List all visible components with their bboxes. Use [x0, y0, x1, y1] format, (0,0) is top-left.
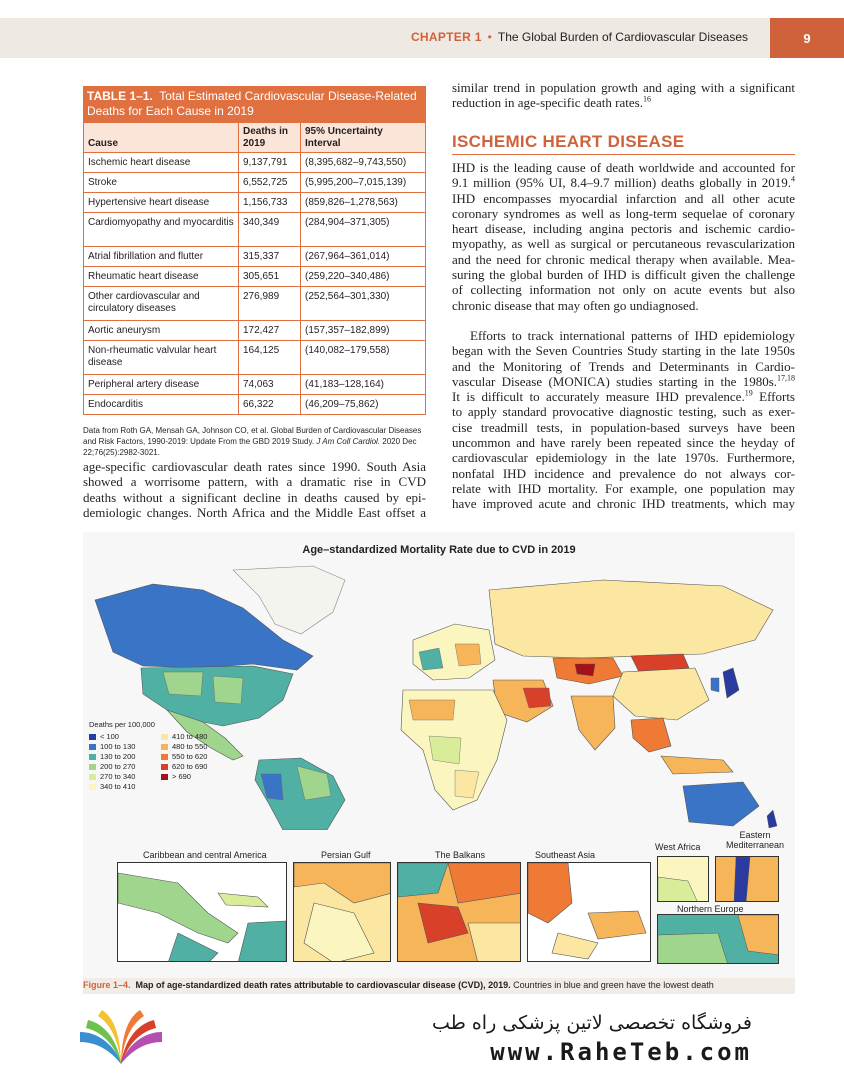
- inset-southeast-asia: [527, 862, 651, 962]
- col-header-deaths: Deaths in 2019: [239, 123, 301, 153]
- col-header-cause: Cause: [84, 123, 239, 153]
- text-line: of collecting information not only on acute events but also: [452, 282, 795, 298]
- deaths-table: [83, 122, 426, 415]
- legend-swatch: [89, 754, 96, 760]
- text-line: have improved acute and chronic IHD treatments, which may: [452, 496, 795, 512]
- cell-cause: Non-rheumatic valvular heart disease: [84, 341, 239, 375]
- legend-swatch: [89, 734, 96, 740]
- table-caption: Total Estimated Cardiovascular Disease-Related Deaths for Each Cause in 2019: [87, 89, 417, 118]
- col-header-interval: 95% Uncertainty Interval: [301, 123, 426, 153]
- section-heading: ISCHEMIC HEART DISEASE: [452, 132, 685, 151]
- cell-cause: Peripheral artery disease: [84, 375, 239, 395]
- text-line: IHD encompasses myocardial infarction and all other acute: [452, 190, 795, 206]
- cell-interval: (46,209–75,862): [301, 395, 426, 415]
- legend-item: [89, 782, 159, 791]
- text-line: began with the Seven Countries Study starting in the late 1950s: [452, 343, 795, 359]
- text-line: coronary syndromes as well as long-term sequelae of coronary: [452, 205, 795, 221]
- table-title: [83, 86, 426, 122]
- text-line: showed a worrisome pattern, with a dramatic rise in CVD: [83, 474, 426, 490]
- table-row: [84, 247, 426, 267]
- table-row: [84, 321, 426, 341]
- inset-northern-europe: [657, 914, 779, 964]
- text-line: chronic disease that may often go undiagnosed.: [452, 297, 699, 313]
- legend-item: [89, 772, 159, 781]
- legend-item: [89, 742, 159, 751]
- inset-caribbean: [117, 862, 287, 962]
- text-line: Efforts to track international patterns of IHD epidemiology: [470, 328, 795, 343]
- line-text: vascular Disease (MONICA) studies starting in the 1980s.: [452, 373, 777, 389]
- cell-deaths: 164,125: [239, 341, 301, 375]
- cell-deaths: 6,552,725: [239, 173, 301, 193]
- inset-label-southeast-asia: Southeast Asia: [535, 850, 596, 860]
- legend-swatch: [89, 744, 96, 750]
- legend-swatch: [161, 734, 168, 740]
- legend-label: 340 to 410: [100, 782, 136, 791]
- legend-swatch: [89, 784, 96, 790]
- text-line: IHD is the leading cause of death worldwide and accounted for: [452, 160, 795, 175]
- figure-1-4: [83, 532, 795, 994]
- cell-interval: (259,220–340,486): [301, 267, 426, 287]
- text-line: suring the global burden of IHD is difficult given the challenge: [452, 267, 795, 283]
- cell-deaths: 276,989: [239, 287, 301, 321]
- text-line: to apply standard provocative diagnostic testing, such as exer-: [452, 404, 795, 420]
- cell-deaths: 315,337: [239, 247, 301, 267]
- caption-text: Countries in blue and green have the lowest death: [510, 980, 714, 990]
- cell-cause: Hypertensive heart disease: [84, 193, 239, 213]
- legend-item: [161, 762, 231, 771]
- cell-interval: (140,082–179,558): [301, 341, 426, 375]
- text-line: cardiovascular epidemiology in the late 1970s. Furthermore,: [452, 450, 795, 466]
- figure-label: Figure 1–4.: [83, 980, 131, 990]
- legend-label: 100 to 130: [100, 742, 136, 751]
- cell-deaths: 172,427: [239, 321, 301, 341]
- table-row: [84, 341, 426, 375]
- legend-title: Deaths per 100,000: [89, 720, 155, 729]
- cell-deaths: 340,349: [239, 213, 301, 247]
- cell-interval: (267,964–361,014): [301, 247, 426, 267]
- ihd-paragraph-1: [452, 160, 795, 313]
- source-prefix: Data from Roth GA, Mensah GA, Johnson CO, et al. Global Burden of Cardiovascular Diseases and Risk Factors, 1990-2019: Update From the GBD 2019 Study.: [83, 426, 422, 446]
- text-line: [452, 175, 795, 190]
- text-line: heart disease, including angina pectoris and ischemic cardio-: [452, 221, 795, 237]
- page-header: [0, 0, 844, 78]
- cell-interval: (5,995,200–7,015,139): [301, 173, 426, 193]
- inset-balkans: [397, 862, 521, 962]
- book-logo-icon: [76, 1002, 166, 1070]
- text-line: deaths without a significant decline in deaths caused by epi-: [83, 489, 426, 505]
- legend-item: [161, 752, 231, 761]
- legend-item: [89, 732, 159, 741]
- running-title: The Global Burden of Cardiovascular Diseases: [497, 30, 748, 44]
- inset-eastern-mediterranean: [715, 856, 779, 902]
- cell-deaths: 9,137,791: [239, 153, 301, 173]
- cell-interval: (284,904–371,305): [301, 213, 426, 247]
- legend-swatch: [161, 744, 168, 750]
- table-row: [84, 375, 426, 395]
- map-legend: [89, 720, 231, 791]
- cell-cause: Ischemic heart disease: [84, 153, 239, 173]
- text-line: similar trend in population growth and aging with a significant: [452, 80, 795, 95]
- cell-cause: Atrial fibrillation and flutter: [84, 247, 239, 267]
- legend-label: < 100: [100, 732, 119, 741]
- cell-deaths: 305,651: [239, 267, 301, 287]
- caption-bold: Map of age-standardized death rates attributable to cardiovascular disease (CVD), 2019.: [135, 980, 511, 990]
- ihd-paragraph-2: [452, 328, 795, 512]
- legend-item: [89, 752, 159, 761]
- legend-item: [161, 742, 231, 751]
- line-text: Efforts: [752, 389, 795, 405]
- inset-west-africa: [657, 856, 709, 902]
- table-row: [84, 153, 426, 173]
- legend-label: 480 to 550: [172, 742, 208, 751]
- text-line: and the need for chronic medical therapy when available. Mea-: [452, 251, 795, 267]
- line-text: It is difficult to accurately measure IHD prevalence.: [452, 389, 745, 405]
- text-line: [452, 374, 795, 389]
- legend-label: 130 to 200: [100, 752, 136, 761]
- cell-interval: (859,826–1,278,563): [301, 193, 426, 213]
- table-row: [84, 287, 426, 321]
- table-label: TABLE 1–1.: [87, 89, 153, 103]
- inset-label-west-africa: West Africa: [655, 842, 701, 852]
- cell-interval: (252,564–301,330): [301, 287, 426, 321]
- legend-swatch: [89, 774, 96, 780]
- reference-mark: 16: [642, 94, 651, 104]
- table-row: [84, 173, 426, 193]
- header-separator: •: [487, 30, 492, 44]
- right-intro-paragraph: [452, 80, 795, 111]
- table-header-row: [84, 123, 426, 153]
- text-line: demiologic changes. North Africa and the Middle East offset a: [83, 504, 426, 520]
- text-line: [452, 389, 795, 404]
- source-journal: J Am Coll Cardiol.: [316, 437, 381, 446]
- cell-cause: Stroke: [84, 173, 239, 193]
- text-line: uncommon and have rarely been repeated since the heyday of: [452, 435, 795, 451]
- cell-cause: Cardiomyopathy and myocarditis: [84, 213, 239, 247]
- inset-label-balkans: The Balkans: [435, 850, 486, 860]
- table-row: [84, 267, 426, 287]
- text-line: age-specific cardiovascular death rates since 1990. South Asia: [83, 459, 426, 474]
- line-text: reduction in age-specific death rates.: [452, 95, 643, 111]
- cell-deaths: 1,156,733: [239, 193, 301, 213]
- cell-deaths: 74,063: [239, 375, 301, 395]
- cell-interval: (157,357–182,899): [301, 321, 426, 341]
- table-row: [84, 193, 426, 213]
- legend-label: 200 to 270: [100, 762, 136, 771]
- legend-label: 620 to 690: [172, 762, 208, 771]
- left-column-paragraph: [83, 459, 426, 520]
- table-row: [84, 395, 426, 415]
- region-russia: [489, 580, 773, 658]
- chapter-label: CHAPTER 1: [410, 30, 482, 44]
- reference-mark: 17,18: [777, 373, 795, 383]
- inset-label-eastern-mediterranean: Eastern Mediterranean: [725, 830, 785, 850]
- legend-swatch: [89, 764, 96, 770]
- footer-watermark: [0, 994, 844, 1080]
- legend-swatch: [161, 774, 168, 780]
- section-rule: [452, 154, 795, 155]
- text-line: cise treadmill tests, in population-based surveys have been: [452, 419, 795, 435]
- legend-label: 550 to 620: [172, 752, 208, 761]
- legend-label: 410 to 480: [172, 732, 208, 741]
- text-line: relate with IHD mortality. For example, one population may: [452, 480, 795, 496]
- cell-deaths: 66,322: [239, 395, 301, 415]
- legend-label: 270 to 340: [100, 772, 136, 781]
- legend-label: > 690: [172, 772, 191, 781]
- figure-caption: [83, 978, 795, 994]
- text-line: [452, 95, 795, 110]
- store-name: فروشگاه تخصصی لاتین پزشکی راه طب: [432, 1012, 752, 1034]
- legend-item: [161, 732, 231, 741]
- text-line: and the Monitoring of Trends and Determinants in Cardio-: [452, 358, 795, 374]
- legend-swatch: [161, 754, 168, 760]
- cell-cause: Other cardiovascular and circulatory diseases: [84, 287, 239, 321]
- cell-cause: Endocarditis: [84, 395, 239, 415]
- source-suffix: 2020 Dec 22;76(25):2982-3021.: [83, 437, 417, 457]
- table-1-1: [83, 86, 426, 458]
- cell-cause: Aortic aneurysm: [84, 321, 239, 341]
- inset-persian-gulf: [293, 862, 391, 962]
- cell-cause: Rheumatic heart disease: [84, 267, 239, 287]
- line-text: 9.1 million (95% UI, 8.4–9.7 million) deaths globally in 2019.: [452, 175, 791, 191]
- table-source-note: [83, 425, 426, 458]
- text-line: myopathy, as well as surgical or percutaneous revascularization: [452, 236, 795, 252]
- inset-label-persian-gulf: Persian Gulf: [321, 850, 371, 860]
- inset-label-caribbean: Caribbean and central America: [143, 850, 267, 860]
- text-line: nonfatal IHD incidence and prevalence do not always cor-: [452, 465, 795, 481]
- store-url: www.RaheTeb.com: [490, 1038, 752, 1066]
- map-title: Age–standardized Mortality Rate due to CVD in 2019: [302, 544, 576, 556]
- reference-mark: 19: [744, 388, 753, 398]
- inset-label-northern-europe: Northern Europe: [677, 904, 744, 914]
- legend-item: [161, 772, 231, 781]
- table-row: [84, 213, 426, 247]
- legend-swatch: [161, 764, 168, 770]
- reference-mark: 4: [791, 174, 795, 184]
- page-number: 9: [770, 18, 844, 58]
- cell-interval: (8,395,682–9,743,550): [301, 153, 426, 173]
- cell-interval: (41,183–128,164): [301, 375, 426, 395]
- legend-item: [89, 762, 159, 771]
- running-head: [411, 30, 748, 44]
